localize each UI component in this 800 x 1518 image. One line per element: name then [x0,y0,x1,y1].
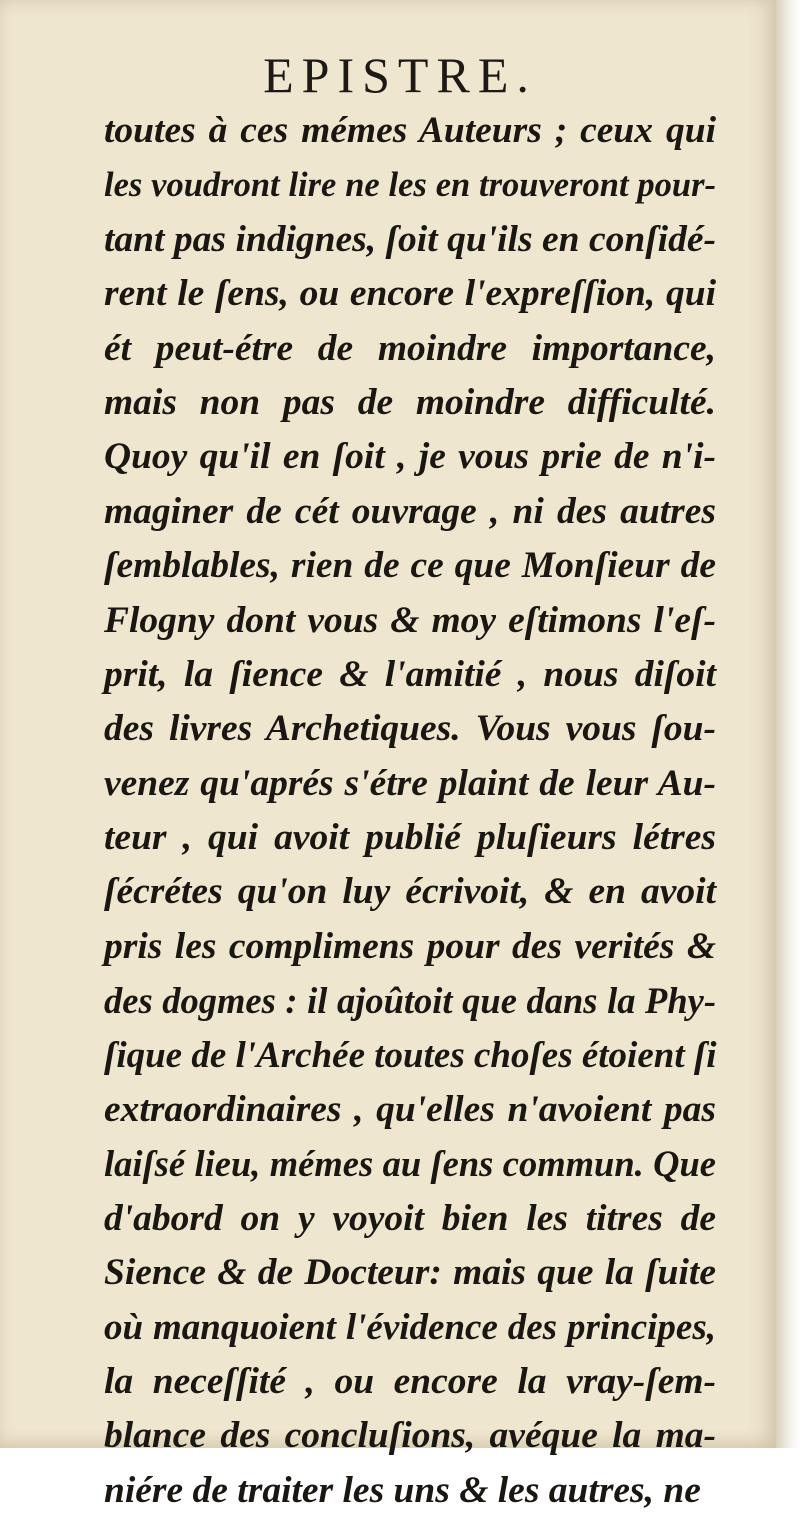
page-edge [776,0,800,1448]
body-text [104,104,716,1518]
text-line: venez qu'aprés s'étre plaint de leur Au- [104,762,716,804]
text-line: où manquoient l'évidence des principes, [104,1306,716,1348]
text-line: Sience & de Docteur: mais que la ſuite [104,1252,716,1294]
text-line: teur , qui avoit publié pluſieurs létres [104,817,716,859]
text-line: mais non pas de moindre difficulté. [104,381,716,423]
text-line: ét peut-étre de moindre importance, [104,327,716,369]
text-line: la neceſſité , ou encore la vray-ſem- [104,1360,716,1402]
text-line: des dogmes : il ajoûtoit que dans la Phy- [104,980,716,1022]
text-line: toutes à ces mémes Auteurs ; ceux qui [104,110,716,151]
running-head: EPISTRE. [263,47,537,103]
text-line: extraordinaires , qu'elles n'avoient pas [104,1089,716,1131]
text-line: rent le ſens, ou encore l'expreſſion, qui [104,273,716,315]
text-line: les voudront lire ne les en trouveront pour- [104,166,716,205]
text-line: pris les complimens pour des verités & [104,925,716,967]
text-line: prit, la ſience & l'amitié , nous diſoit [104,653,716,695]
text-line: ſécrétes qu'on luy écrivoit, & en avoit [104,871,716,913]
text-line: maginer de cét ouvrage , ni des autres [104,490,716,532]
text-line: des livres Archetiques. Vous vous ſou- [104,708,716,750]
text-line: Flogny dont vous & moy eſtimons l'eſ- [104,599,716,641]
text-line: blance des concluſions, avéque la ma- [104,1415,716,1457]
text-line: d'abord on y voyoit bien les titres de [104,1197,716,1239]
text-line: laiſsé lieu, mémes au ſens commun. Que [104,1143,716,1185]
text-line: tant pas indignes, ſoit qu'ils en conſidé- [104,218,716,260]
text-line: ſemblables, rien de ce que Monſieur de [104,545,716,587]
text-line: niére de traiter les uns & les autres, ne [104,1469,701,1511]
text-line: ſique de l'Archée toutes choſes étoient ſi [104,1034,717,1076]
text-line: Quoy qu'il en ſoit , je vous prie de n'i- [104,436,716,478]
